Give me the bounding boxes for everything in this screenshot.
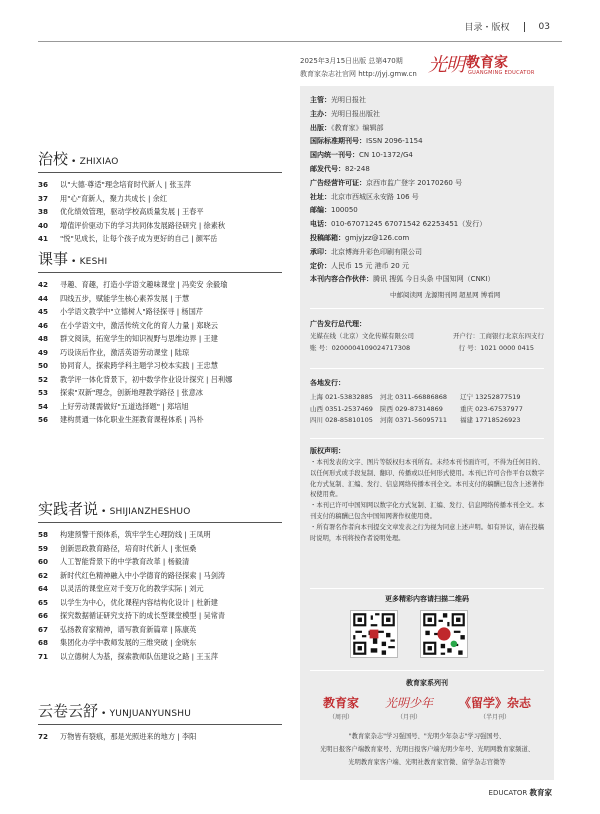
toc-entry[interactable] <box>38 359 290 373</box>
dist-grid <box>310 392 544 427</box>
masthead-row <box>310 204 544 218</box>
dist-title: 各地发行： <box>310 379 345 387</box>
toc-page-number: 62 <box>38 570 49 580</box>
toc-entry[interactable] <box>38 219 290 233</box>
toc-entry[interactable] <box>38 386 290 400</box>
section-rule <box>38 272 282 273</box>
qr-code[interactable] <box>420 610 468 658</box>
toc-entry[interactable] <box>38 346 290 360</box>
toc-entry[interactable] <box>38 332 290 346</box>
toc-page-number: 60 <box>38 557 49 566</box>
toc-title: 小学语文教学中"立德树人"路径探寻 | 杨国芹 <box>60 307 203 316</box>
toc-page-number: 67 <box>38 624 49 634</box>
toc-page-number: 38 <box>38 207 49 216</box>
masthead-key: 社址： <box>310 192 331 201</box>
masthead-value: gmjyjzz@126.com <box>345 233 410 242</box>
toc-entry[interactable] <box>38 178 290 192</box>
masthead-key: 国际标准期刊号： <box>310 137 366 146</box>
toc-list <box>38 278 290 427</box>
section-title-en: • SHIJIANZHESHUO <box>101 507 191 517</box>
toc-entry[interactable] <box>38 413 290 427</box>
toc-page-number: 54 <box>38 401 49 411</box>
header-divider <box>524 22 525 32</box>
toc-page-number: 52 <box>38 374 49 384</box>
masthead-key: 广告经营许可证： <box>310 178 366 187</box>
toc-title: 四线五步，赋能学生核心素养发展 | 于慧 <box>60 293 190 303</box>
series-name: 《留学》杂志 <box>458 696 531 710</box>
masthead-value: 010-67071245 67071542 62253451（发行） <box>331 220 487 229</box>
section-rule <box>38 172 282 173</box>
toc-title: 构建预警干预体系，筑牢学生心理防线 | 王凤明 <box>60 530 211 539</box>
masthead-row <box>310 177 544 191</box>
divider <box>310 670 544 671</box>
distribution <box>310 378 544 427</box>
toc-page-number: 65 <box>38 597 49 607</box>
footer-en: EDUCATOR <box>488 789 528 797</box>
series-freq: （月刊） <box>396 714 421 721</box>
toc-page-number: 56 <box>38 415 49 424</box>
toc-page-number: 68 <box>38 638 49 647</box>
dist-cell: 河南 0371-56095711 <box>380 416 448 424</box>
toc-entry[interactable] <box>38 555 290 569</box>
toc-entry[interactable] <box>38 730 290 744</box>
section-heading <box>38 700 191 721</box>
masthead-row <box>310 122 544 136</box>
toc-title: 建构贯通一体化职业生涯教育课程体系 | 冯朴 <box>60 415 204 424</box>
toc-title: 以立德树人为基，探索教师队伍建设之路 | 王玉萍 <box>60 651 218 661</box>
toc-list <box>38 528 290 663</box>
masthead-key: 投稿邮箱： <box>310 233 345 242</box>
divider <box>310 368 544 369</box>
section-rule <box>38 522 282 523</box>
section-title-zh: 云卷云舒 <box>38 702 99 720</box>
website-line: 教育家杂志社官网 http://jyj.gmw.cn <box>300 70 417 78</box>
toc-title: 万物皆有裂痕，那是光照进来的地方 | 李阳 <box>60 732 197 741</box>
series-logos <box>310 694 544 721</box>
channel-line: "教育家杂志"学习强国号、"光明少年杂志"学习强国号、 <box>348 733 506 740</box>
page-number: 03 <box>538 21 550 32</box>
masthead-key: 承印： <box>310 247 331 256</box>
toc-page-number: 42 <box>38 280 49 289</box>
toc-title: 以灵活的课堂应对千变万化的教学实际 | 刘元 <box>60 584 204 593</box>
masthead-key: 主办： <box>310 109 331 118</box>
ad-title: 广告发行总代理： <box>310 320 366 328</box>
masthead-key: 电话： <box>310 220 331 229</box>
copyright-para: ・本刊发表的文字、图片等版权归本刊所有。未经本刊书面许可，不得为任何目的、以任何形式或手段复制、翻印、传播或以任何形式使用。本刊已许可合作平台以数字化方式复制、汇编、发行、信息网络传播本刊全文。本刊支付的稿酬已包含上述著作权使用费。 <box>310 459 544 499</box>
toc-title: 增值评价驱动下的学习共同体发展路径研究 | 徐素秋 <box>60 220 226 230</box>
masthead-row <box>310 94 544 108</box>
toc-title: 巧设读后作业，激活英语劳动课堂 | 陆琼 <box>60 347 190 357</box>
dist-cell: 重庆 023-67537977 <box>460 404 523 413</box>
toc-title: 新时代红色精神融入中小学德育的路径探索 | 马剑涛 <box>60 570 226 580</box>
masthead-value: 京西市监广登字 20170260 号 <box>366 178 463 187</box>
section-title-en: • ZHIXIAO <box>71 157 119 167</box>
masthead-row <box>310 232 544 246</box>
masthead-value: 光明日报出版社 <box>331 109 380 118</box>
header-rule <box>38 41 562 42</box>
masthead-value: 《教育家》编辑部 <box>331 123 384 132</box>
toc-entry[interactable] <box>38 278 290 292</box>
toc-entry[interactable] <box>38 542 290 556</box>
ad-company: 光媒在线（北京）文化传媒有限公司 <box>310 332 414 340</box>
toc-entry[interactable] <box>38 609 290 623</box>
toc-title: 弘扬教育家精神，谱写教育新篇章 | 陈康英 <box>60 624 197 634</box>
toc-entry[interactable] <box>38 192 290 206</box>
masthead-row <box>310 149 544 163</box>
section-heading <box>38 498 191 519</box>
toc-title: 寻趣、育趣，打造小学语文趣味课堂 | 冯奕安 余毅瑜 <box>60 280 228 289</box>
section-title-en: • KESHI <box>71 257 108 267</box>
series-freq: （周刊） <box>328 714 353 721</box>
publication-info <box>300 55 417 81</box>
masthead-row <box>310 191 544 205</box>
toc-title: 上好劳动课需做好"五道选择题" | 郑培旭 <box>60 401 189 411</box>
channel-line: 光明教育家客户端、光明社教育家官微、留学杂志官微等 <box>348 759 506 766</box>
toc-entry[interactable] <box>38 582 290 596</box>
dist-cell: 河北 0311-66886868 <box>380 393 448 401</box>
toc-title: 教学评一体化背景下，初中数学作业设计探究 | 吕利娜 <box>60 374 233 384</box>
masthead-row <box>310 246 544 260</box>
toc-page-number: 49 <box>38 347 49 357</box>
copyright-para: ・所有署名作者向本刊提交文章发表之行为视为同意上述声明。如有异议，请在投稿时说明，本刊将按作者说明处理。 <box>310 523 544 542</box>
toc-entry[interactable] <box>38 623 290 637</box>
copyright-title: 版权声明： <box>310 447 345 455</box>
toc-entry[interactable] <box>38 596 290 610</box>
toc-page-number: 50 <box>38 361 49 370</box>
masthead-list <box>310 94 544 287</box>
masthead-key: 邮编： <box>310 206 331 215</box>
masthead-value: 100050 <box>331 206 358 215</box>
toc-entry[interactable] <box>38 319 290 333</box>
toc-page-number: 71 <box>38 651 49 661</box>
series-name: 教育家 <box>322 696 359 710</box>
toc-entry[interactable] <box>38 650 290 664</box>
toc-page-number: 41 <box>38 234 49 243</box>
dist-cell: 福建 17718526923 <box>460 416 521 424</box>
ad-bank: 开户行：工商银行北京东四支行 <box>453 332 544 340</box>
masthead-key: 定价： <box>310 261 331 270</box>
masthead-key: 邮发代号： <box>310 164 345 173</box>
toc-page-number: 36 <box>38 180 49 189</box>
toc-title: 在小学语文中，激活传统文化的育人力量 | 郑晓云 <box>60 320 218 330</box>
toc-title: 协同育人，探索跨学科主题学习校本实践 | 王忠慧 <box>60 361 218 370</box>
toc-title: 集团化办学中教师发展的三维突破 | 金晓东 <box>60 638 197 647</box>
issue-line: 2025年3月15日出版 总第470期 <box>300 57 403 65</box>
series-item <box>385 694 433 721</box>
section-label: 目录・版权 <box>464 23 510 33</box>
dist-cell: 四川 028-85810105 <box>310 416 373 424</box>
section-title-zh: 课事 <box>38 250 69 268</box>
partners-line-2: 中邮阅读网 龙源期刊网 超星网 博看网 <box>390 291 501 299</box>
masthead-row <box>310 218 544 232</box>
footer-zh: 教育家 <box>529 788 552 797</box>
toc-entry[interactable] <box>38 232 290 246</box>
toc-entry[interactable] <box>38 205 290 219</box>
dist-cell: 山西 0351-2537469 <box>310 404 373 413</box>
qr-title: 更多精彩内容请扫描二维码 <box>385 595 469 603</box>
masthead-key: 主管： <box>310 96 331 104</box>
media-channels <box>310 730 544 769</box>
toc-title: 以学生为中心，优化课程内容结构化设计 | 杜新建 <box>60 597 218 607</box>
toc-entry[interactable] <box>38 528 290 542</box>
toc-page-number: 44 <box>38 293 49 303</box>
masthead-value: 北京博海升彩色印刷有限公司 <box>331 247 422 256</box>
toc-title: 群文阅读，拓宽学生的知识视野与思维边界 | 王建 <box>60 334 218 343</box>
toc-title: 用"心"育新人，聚力共成长 | 余红 <box>60 193 168 203</box>
masthead-value: 光明日报社 <box>331 96 366 104</box>
toc-page-number: 64 <box>38 584 49 593</box>
masthead-key: 本刊内容合作伙伴： <box>310 275 373 284</box>
toc-page-number: 40 <box>38 220 49 230</box>
masthead-box <box>300 86 554 780</box>
series-item <box>459 694 531 721</box>
masthead-value: 北京市西城区永安路 106 号 <box>331 192 419 201</box>
qr-code-icon <box>421 611 467 657</box>
toc-entry[interactable] <box>38 305 290 319</box>
section-title-zh: 治校 <box>38 150 69 168</box>
toc-entry[interactable] <box>38 400 290 414</box>
divider <box>310 308 544 309</box>
toc-page-number: 59 <box>38 543 49 553</box>
series-name: 光明少年 <box>384 696 433 710</box>
toc-title: 优化绩效管理，驱动学校高质量发展 | 王春平 <box>60 207 204 216</box>
series-title: 教育家系列刊 <box>406 679 448 687</box>
toc-page-number: 66 <box>38 611 49 620</box>
toc-title: 人工智能背景下的中学教育改革 | 杨毅清 <box>60 557 190 566</box>
divider <box>310 438 544 439</box>
masthead-row <box>310 163 544 177</box>
section-title-zh: 实践者说 <box>38 500 99 518</box>
logo-name: 教育家 <box>466 55 508 71</box>
masthead-value: CN 10-1372/G4 <box>359 151 413 160</box>
copyright-para: ・本刊已许可中国知网以数字化方式复制、汇编、发行、信息网络传播本刊全文。本刊支付的稿酬已包含中国知网著作权使用费。 <box>310 502 544 520</box>
toc-page-number: 46 <box>38 320 49 330</box>
page-footer <box>489 787 552 798</box>
toc-page-number: 48 <box>38 334 49 343</box>
masthead-row <box>310 260 544 274</box>
toc-page-number: 37 <box>38 193 49 203</box>
ad-agent <box>310 318 544 354</box>
masthead-row <box>310 135 544 149</box>
toc-title: "悦"见成长，让每个孩子成为更好的自己 | 颜军岳 <box>60 234 218 243</box>
masthead-key: 国内统一刊号： <box>310 151 359 160</box>
toc-entry[interactable] <box>38 292 290 306</box>
masthead-value: 人民币 15 元 港币 20 元 <box>331 261 409 270</box>
masthead-value: ISSN 2096-1154 <box>366 137 423 146</box>
toc-title: 探究数据循证研究支持下的成长型课堂模型 | 吴常青 <box>60 611 226 620</box>
series-item <box>323 694 359 721</box>
ad-bank-code: 行 号：1021 0000 0415 <box>458 344 534 352</box>
masthead-row <box>310 108 544 122</box>
section-title-en: • YUNJUANYUNSHU <box>101 709 192 719</box>
section-heading <box>38 248 107 269</box>
section-heading <box>38 148 118 169</box>
toc-title: 创新思政教育路径，培育时代新人 | 张恒桑 <box>60 543 197 553</box>
logo-english: GUANGMING EDUCATOR <box>468 70 535 76</box>
ad-account: 账 号：0200004109024717308 <box>310 344 411 352</box>
toc-entry[interactable] <box>38 373 290 387</box>
masthead-row <box>310 273 544 287</box>
dist-cell: 辽宁 13252877519 <box>460 393 521 401</box>
toc-title: 探索"双新"理念，创新地理教学路径 | 张意冰 <box>60 388 203 397</box>
toc-page-number: 53 <box>38 388 49 397</box>
masthead-key: 出版： <box>310 123 331 132</box>
channel-line: 光明日报客户端教育家号、光明日报客户端光明少年号、光明网教育家频道、 <box>319 746 535 753</box>
masthead-value: 腾讯 搜狐 今日头条 中国知网（CNKI） <box>373 275 495 284</box>
toc-page-number: 58 <box>38 530 49 539</box>
qr-code[interactable] <box>350 610 398 658</box>
copyright <box>310 446 544 544</box>
toc-page-number: 45 <box>38 307 49 316</box>
dist-cell: 陕西 029-87314869 <box>380 404 443 413</box>
masthead-value: 82-248 <box>345 164 370 173</box>
toc-list <box>38 730 290 744</box>
running-header <box>465 20 550 33</box>
toc-entry[interactable] <box>38 636 290 650</box>
series-freq: （半月刊） <box>479 714 510 721</box>
qr-code-icon <box>351 611 397 657</box>
dist-cell: 上海 021-53832885 <box>310 393 373 401</box>
magazine-logo <box>428 50 544 80</box>
divider <box>310 588 544 589</box>
toc-page-number: 72 <box>38 732 49 741</box>
toc-title: 以"大德·尊适"理念培育时代新人 | 张玉萍 <box>60 180 191 189</box>
toc-list <box>38 178 290 246</box>
logo-signature: 光明 <box>428 54 465 76</box>
toc-entry[interactable] <box>38 569 290 583</box>
section-rule <box>38 724 282 725</box>
